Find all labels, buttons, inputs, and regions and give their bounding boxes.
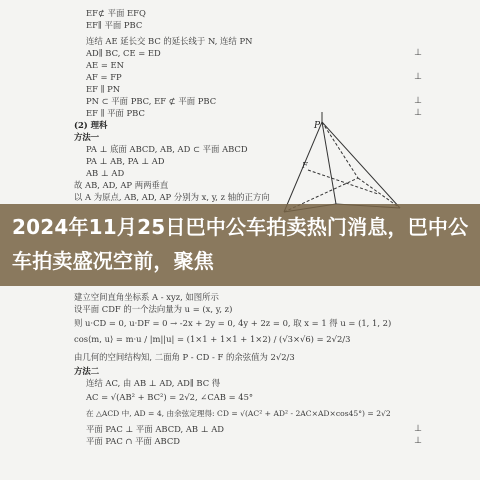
equation-line: 在 △ACD 中, AD = 4, 由余弦定理得: CD = √(AC² + AD² - 2AC×AD×cos45°) = 2√2 bbox=[86, 409, 391, 418]
text-line: PA ⊥ 底面 ABCD, AB, AD ⊂ 平面 ABCD bbox=[86, 144, 248, 154]
text-line: 平面 PAC ⊥ 平面 ABCD, AB ⊥ AD bbox=[86, 424, 225, 434]
text-line: EF∥ 平面 PBC bbox=[86, 20, 143, 30]
perpendicular-mark: ⊥ bbox=[414, 424, 422, 434]
method-heading: 方法二 bbox=[74, 366, 100, 376]
perpendicular-mark: ⊥ bbox=[414, 96, 422, 106]
text-line: 连结 AC, 由 AB ⊥ AD, AD∥ BC 得 bbox=[86, 378, 221, 388]
text-line: 建立空间直角坐标系 A - xyz, 如图所示 bbox=[74, 292, 219, 302]
headline-banner bbox=[0, 204, 480, 286]
equation-line: cos⟨m, u⟩ = m·u / |m||u| = (1×1 + 1×1 + 1×2) / (√3×√6) = 2√2/3 bbox=[74, 334, 351, 344]
text-line: 故 AB, AD, AP 两两垂直 bbox=[74, 180, 169, 190]
headline-title: 2024年11月25日巴中公车拍卖热门消息，巴中公车拍卖盛况空前，聚焦 bbox=[12, 215, 469, 273]
text-line: AF = FP bbox=[86, 72, 122, 82]
method-heading: 方法一 bbox=[74, 132, 100, 142]
text-line: PA ⊥ AB, PA ⊥ AD bbox=[86, 156, 165, 166]
perpendicular-mark: ⊥ bbox=[414, 48, 422, 58]
text-line: EF ∥ 平面 PBC bbox=[86, 108, 145, 118]
text-line: EF ∥ PN bbox=[86, 84, 121, 94]
perpendicular-mark: ⊥ bbox=[414, 436, 422, 446]
text-line: AB ⊥ AD bbox=[86, 168, 125, 178]
text-line: 以 A 为原点, AB, AD, AP 分别为 x, y, z 轴的正方向 bbox=[74, 192, 270, 202]
text-line: AD∥ BC, CE = ED bbox=[86, 48, 161, 58]
text-line: AE = EN bbox=[86, 60, 124, 70]
text-line: 设平面 CDF 的一个法向量为 u = (x, y, z) bbox=[74, 304, 233, 314]
vertex-label-p: P bbox=[314, 121, 321, 131]
perpendicular-mark: ⊥ bbox=[414, 72, 422, 82]
point-label-f: F bbox=[302, 161, 308, 170]
text-line: PN ⊂ 平面 PBC, EF ⊄ 平面 PBC bbox=[86, 96, 217, 106]
text-line: 连结 AE 延长交 BC 的延长线于 N, 连结 PN bbox=[86, 36, 253, 46]
text-line: 由几何的空间结构知, 二面角 P - CD - F 的余弦值为 2√2/3 bbox=[74, 352, 295, 362]
text-line: 平面 PAC ∩ 平面 ABCD bbox=[86, 436, 180, 446]
perpendicular-mark: ⊥ bbox=[414, 108, 422, 118]
section-heading: (2) 理科 bbox=[74, 120, 108, 130]
equation-line: AC = √(AB² + BC²) = 2√2, ∠CAB = 45° bbox=[86, 392, 254, 402]
equation-line: 则 u·CD = 0, u·DF = 0 → -2x + 2y = 0, 4y + 2z = 0, 取 x = 1 得 u = (1, 1, 2) bbox=[74, 318, 392, 328]
text-line: EF⊄ 平面 EFQ bbox=[86, 8, 146, 18]
